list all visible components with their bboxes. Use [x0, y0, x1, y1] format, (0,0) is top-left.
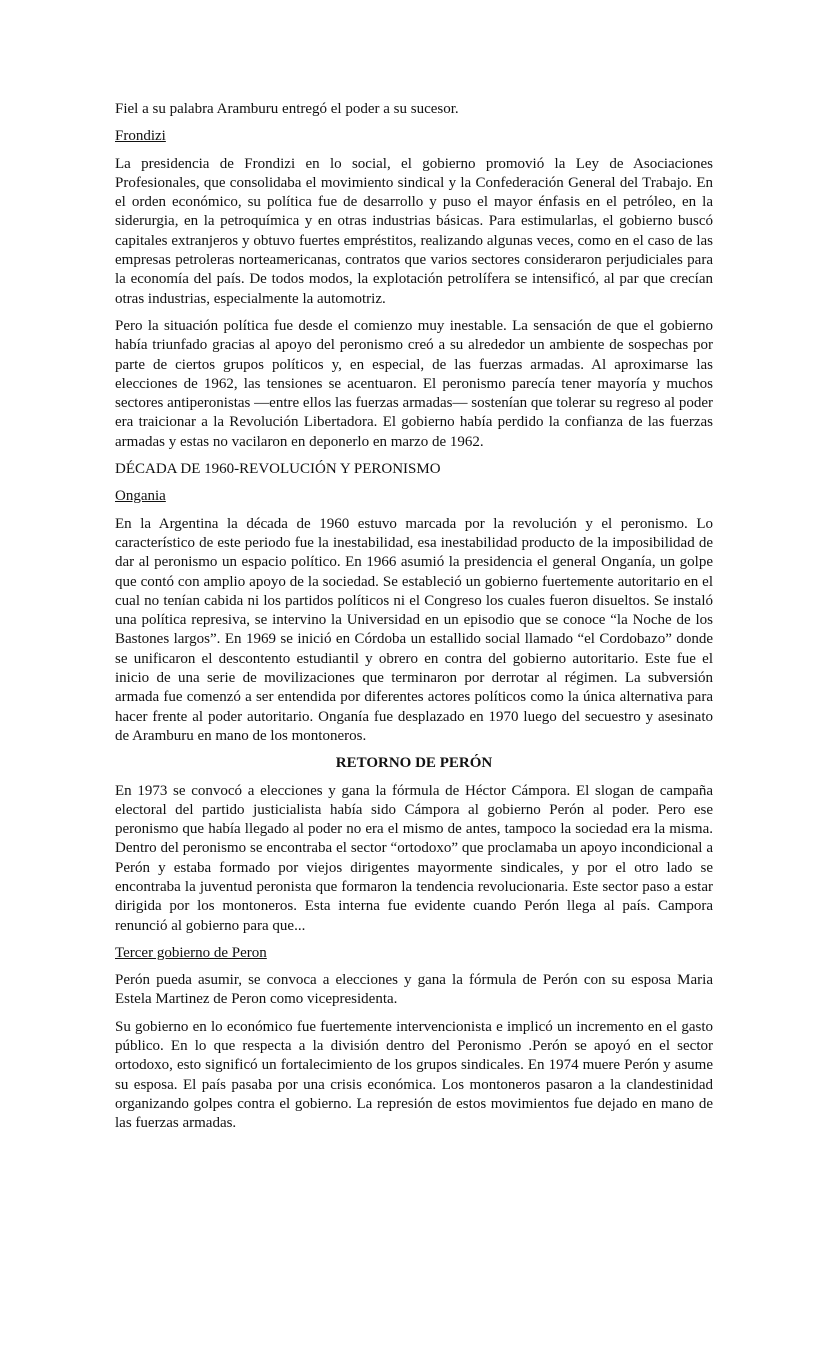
heading-decada-1960: DÉCADA DE 1960-REVOLUCIÓN Y PERONISMO: [115, 461, 441, 478]
paragraph-retorno: En 1973 se convocó a elecciones y gana la fórmula de Héctor Cámpora. El slogan de campaña electoral del partido justicialista había sido Cámpora al gobierno Perón al poder. Pero ese peronismo que había llegado al poder no era el mismo de antes, tampoco la sociedad era la misma. Dentro del peronismo se encontraba el sector “ortodoxo” que proclamaba un apoyo incondicional a Perón y estaba formado por viejos dirigentes mayormente sindicales, y por el otro lado se encontraba la juventud peronista que formaron la tendencia revolucionaria. Este sector paso a estar dirigida por los montoneros. Esta interna fue evidente cuando Perón llega al país. Campora renunció al gobierno para que...: [115, 782, 713, 934]
document-page: [115, 100, 713, 1142]
paragraph-frondizi-politics: Pero la situación política fue desde el comienzo muy inestable. La sensación de que el gobierno había triunfado gracias al apoyo del peronismo creó a su alrededor un ambiente de sospechas por parte de ciertos grupos políticos y, en especial, de las fuerzas armadas. Al aproximarse las elecciones de 1962, las tensiones se acentuaron. El peronismo parecía tener mayoría y muchos sectores antiperonistas —entre ellos las fuerzas armadas— sostenían que tolerar su regreso al poder era traicionar a la Revolución Libertadora. El gobierno había perdido la confianza de las fuerzas armadas y estas no vacilaron en deponerlo en marzo de 1962.: [115, 317, 713, 450]
paragraph-frondizi-economy: La presidencia de Frondizi en lo social, el gobierno promovió la Ley de Asociaciones Profesionales, que consolidaba el movimiento sindical y la Confederación General del Trabajo. En el orden económico, su política fue de desarrollo y puso el mayor énfasis en el petróleo, en la siderurgia, en la petroquímica y en otras industrias básicas. Para estimularlas, el gobierno buscó capitales extranjeros y obtuvo fuertes empréstitos, realizando algunas veces, como en el caso de las empresas petroleras norteamericanas, contratos que varios sectores consideraron perjudiciales para la economía del país. De todos modos, la explotación petrolífera se intensificó, al par que crecían otras industrias, especialmente la automotriz.: [115, 155, 713, 307]
heading-ongania: Ongania: [115, 488, 166, 505]
heading-frondizi: Frondizi: [115, 128, 166, 145]
paragraph-tercer-gobierno-intro: Perón pueda asumir, se convoca a elecciones y gana la fórmula de Perón con su esposa Maria Estela Martinez de Peron como vicepresidenta.: [115, 972, 713, 1008]
paragraph-ongania: En la Argentina la década de 1960 estuvo marcada por la revolución y el peronismo. Lo característico de este periodo fue la inestabilidad, esa inestabilidad producto de la imposibilidad de dar al peronismo un espacio político. En 1966 asumió la presidencia el general Onganía, un golpe que contó con amplio apoyo de la sociedad. Se estableció un gobierno fuertemente autoritario en el cual no tenían cabida ni los partidos políticos ni el Congreso los cuales fueron disueltos. Se instaló una política represiva, se intervino la Universidad en un episodio que se conoce “la Noche de los Bastones largos”. En 1969 se inició en Córdoba un estallido social llamado “el Cordobazo” donde se unificaron el descontento estudiantil y obrero en contra del gobierno autoritario. Este fue el inicio de una serie de movilizaciones que terminaron por derrotar al régimen. La subversión armada fue comenzó a ser entendida por diferentes actores políticos como la única alternativa para hacer frente al poder autoritario. Onganía fue desplazado en 1970 luego del secuestro y asesinato de Aramburu en mano de los montoneros.: [115, 515, 713, 744]
heading-tercer-gobierno: Tercer gobierno de Peron: [115, 944, 267, 961]
paragraph-tercer-gobierno-economy: Su gobierno en lo económico fue fuertemente intervencionista e implicó un incremento en el gasto público. En lo que respecta a la división dentro del Peronismo .Perón se apoyó en el sector ortodoxo, esto significó un fortalecimiento de los grupos sindicales. En 1974 muere Perón y asume su esposa. El país pasaba por una crisis económica. Los montoneros pasaron a la clandestinidad organizando golpes contra el gobierno. La represión de estos movimientos fue dejado en mano de las fuerzas armadas.: [115, 1018, 713, 1132]
intro-sentence: Fiel a su palabra Aramburu entregó el poder a su sucesor.: [115, 101, 459, 117]
heading-retorno-peron: RETORNO DE PERÓN: [335, 755, 493, 772]
